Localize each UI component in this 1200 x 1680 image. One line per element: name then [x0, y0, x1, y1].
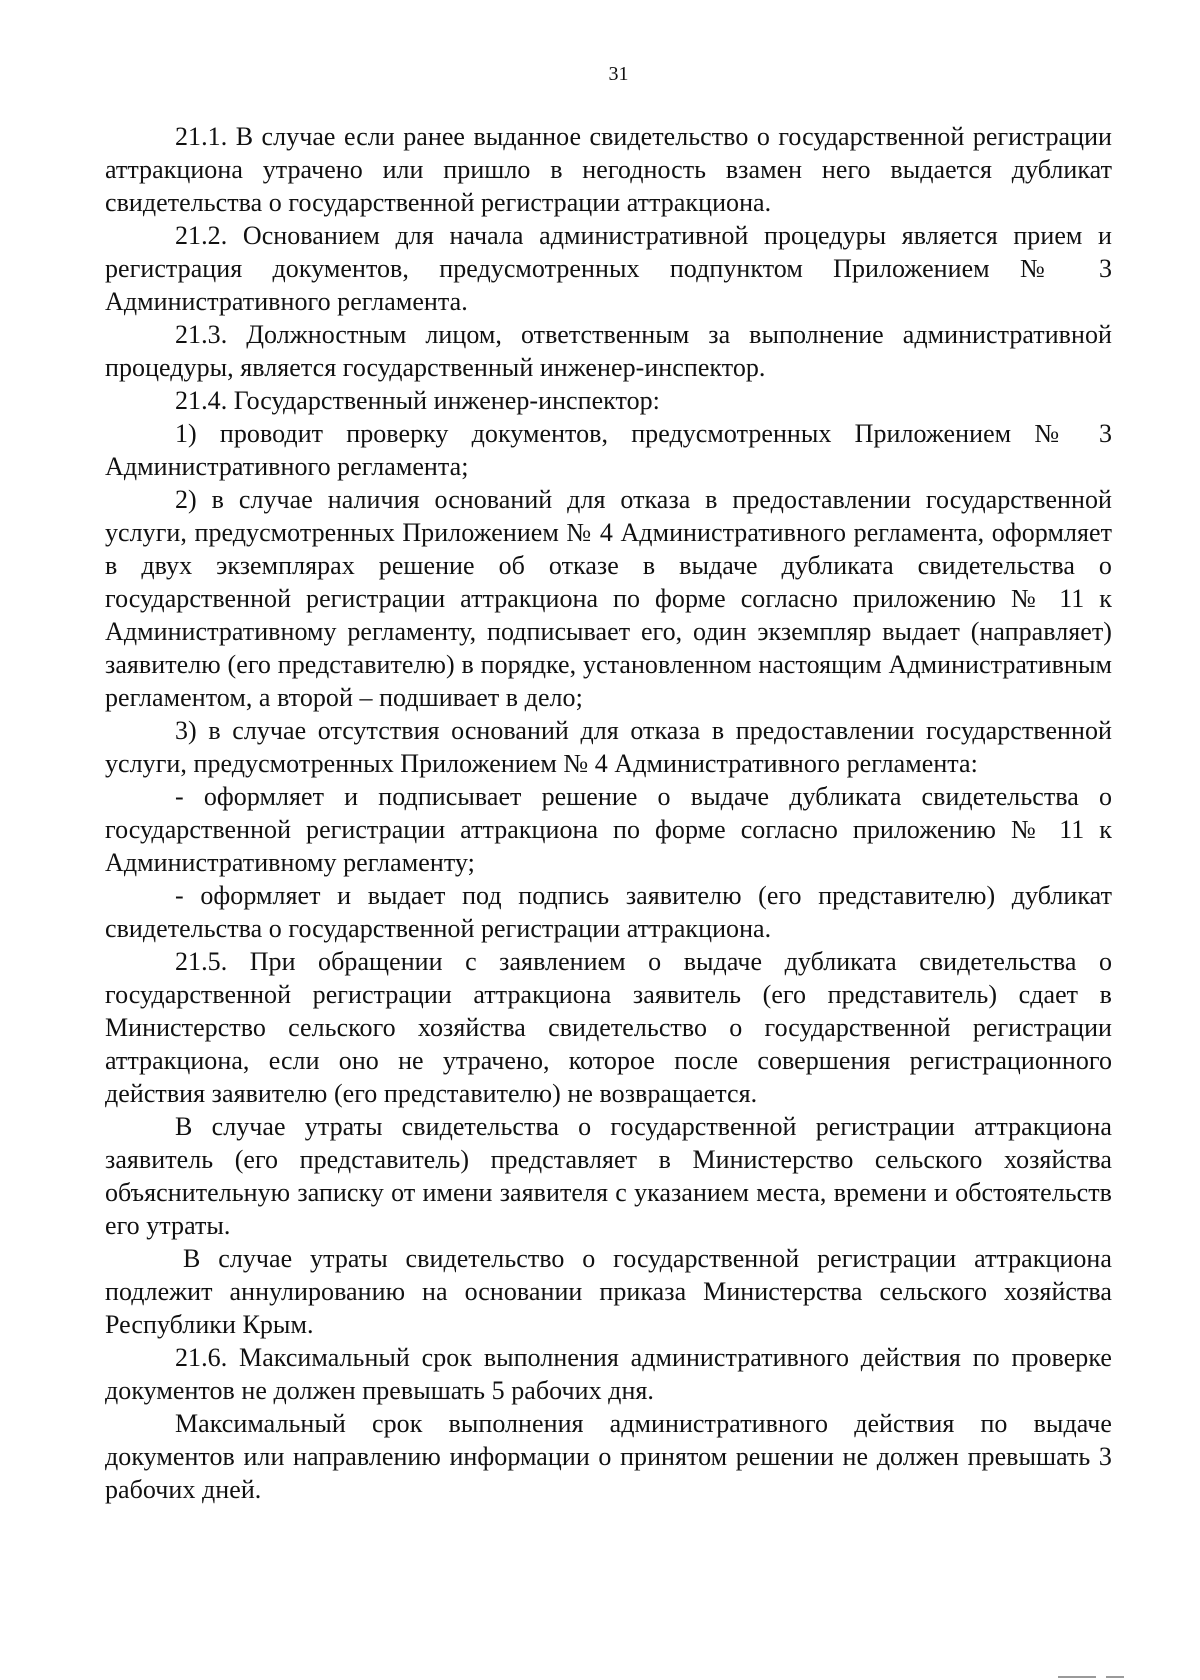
sub-item-issue-duplicate: - оформляет и выдает под подпись заявителю (его представителю) дубликат свидетельства о государственной регистрации аттракциона.	[105, 881, 1112, 943]
paragraph-21-2: 21.2. Основанием для начала административной процедуры является прием и регистрация документов, предусмотренных подпунктом Приложением № 3 Административного регламента.	[105, 221, 1112, 316]
document-page	[105, 62, 1112, 1506]
scan-artifact-line	[1106, 1676, 1124, 1678]
paragraph-21-3: 21.3. Должностным лицом, ответственным за выполнение административной процедуры, является государственный инженер-инспектор.	[105, 320, 1112, 382]
paragraph-21-4: 21.4. Государственный инженер-инспектор:	[175, 386, 660, 415]
list-item-2: 2) в случае наличия оснований для отказа в предоставлении государственной услуги, предусмотренных Приложением № 4 Административного регламента, оформляет в двух экземплярах решение об отказе в выдаче дубликата свидетельства о государственной регистрации аттракциона по форме согласно приложению № 11 к Административному регламенту, подписывает его, один экземпляр выдает (направляет) заявителю (его представителю) в порядке, установленном настоящим Административным регламентом, а второй – подшивает в дело;	[105, 485, 1112, 712]
scan-artifact-line	[1058, 1676, 1096, 1678]
paragraph-loss-note: В случае утраты свидетельства о государственной регистрации аттракциона заявитель (его представитель) представляет в Министерство сельского хозяйства объяснительную записку от имени заявителя с указанием места, времени и обстоятельств его утраты.	[105, 1112, 1112, 1240]
paragraph-21-5: 21.5. При обращении с заявлением о выдаче дубликата свидетельства о государственной регистрации аттракциона заявитель (его представитель) сдает в Министерство сельского хозяйства свидетельство о государственной регистрации аттракциона, если оно не утрачено, которое после совершения регистрационного действия заявителю (его представителю) не возвращается.	[105, 947, 1112, 1108]
paragraph-max-term: Максимальный срок выполнения административного действия по выдаче документов или направлению информации о принятом решении не должен превышать 3 рабочих дней.	[105, 1409, 1112, 1504]
paragraph-21-1: 21.1. В случае если ранее выданное свидетельство о государственной регистрации аттракциона утрачено или пришло в негодность взамен него выдается дубликат свидетельства о государственной регистрации аттракциона.	[105, 122, 1112, 217]
list-item-3: 3) в случае отсутствия оснований для отказа в предоставлении государственной услуги, предусмотренных Приложением № 4 Административного регламента:	[105, 716, 1112, 778]
paragraph-21-6: 21.6. Максимальный срок выполнения административного действия по проверке документов не должен превышать 5 рабочих дня.	[105, 1343, 1112, 1405]
document-body	[105, 120, 1112, 1506]
list-item-1: 1) проводит проверку документов, предусмотренных Приложением № 3 Административного регламента;	[105, 419, 1112, 481]
sub-item-issue-decision: - оформляет и подписывает решение о выдаче дубликата свидетельства о государственной регистрации аттракциона по форме согласно приложению № 11 к Административному регламенту;	[105, 782, 1112, 877]
page-number: 31	[608, 63, 629, 85]
paragraph-annulment: В случае утраты свидетельство о государственной регистрации аттракциона подлежит аннулированию на основании приказа Министерства сельского хозяйства Республики Крым.	[105, 1244, 1112, 1339]
